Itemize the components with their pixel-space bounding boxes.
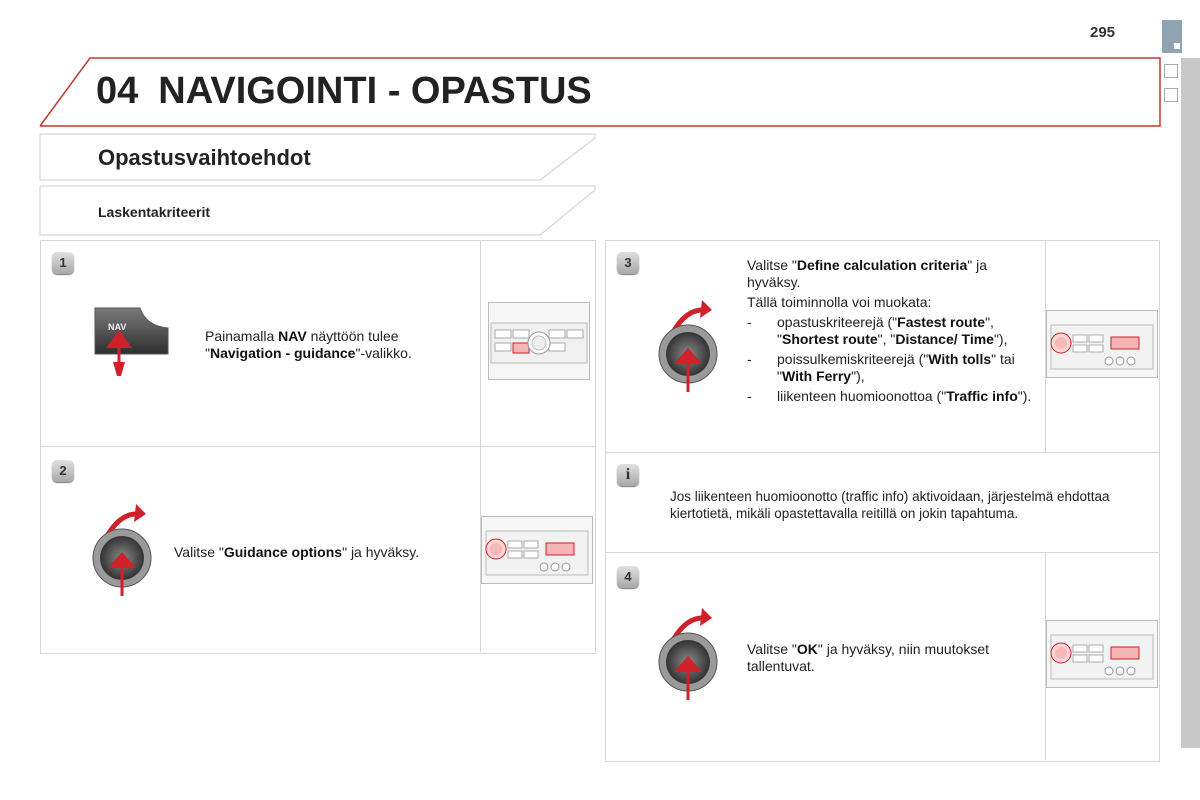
text-bold: OK: [796, 641, 818, 657]
text-bold: Guidance options: [223, 544, 343, 560]
list-item: - poissulkemiskriteerejä ("With tolls" tai "With Ferry"),: [747, 351, 1015, 384]
step-4-text: [747, 641, 1037, 675]
text: Valitse ": [747, 257, 797, 273]
info-icon: i: [617, 464, 639, 486]
text: Tällä toiminnolla voi muokata:: [747, 294, 932, 310]
text: " ja hyväksy.: [747, 257, 988, 290]
text: Valitse ": [174, 544, 224, 560]
step-badge: 3: [617, 252, 639, 274]
step-badge: 2: [52, 460, 74, 482]
text-bold: Define calculation criteria: [796, 257, 968, 273]
page-title: [96, 70, 592, 113]
radio-unit-illustration: [488, 302, 590, 380]
list-item: - opastuskriteerejä ("Fastest route", "Shortest route", "Distance/ Time"),: [747, 314, 1008, 347]
radio-unit-illustration: [481, 516, 593, 584]
rotary-knob-icon: [652, 296, 732, 396]
step-badge: 1: [52, 252, 74, 274]
divider: [480, 240, 481, 446]
text-bold: NAV: [278, 328, 307, 344]
section-subtitle: Laskentakriteerit: [98, 204, 211, 220]
rotary-knob-icon: [652, 604, 732, 704]
text: Painamalla: [205, 328, 279, 344]
criteria-list: [747, 314, 1032, 405]
chapter-title: NAVIGOINTI - OPASTUS: [158, 70, 592, 112]
rotary-knob-icon: [86, 500, 166, 600]
nav-key-illustration: [80, 292, 180, 382]
text: "-valikko.: [355, 345, 412, 361]
info-text: Jos liikenteen huomioonotto (traffic info) aktivoidaan, järjestelmä ehdottaa kiertotietä, mikäli opastettavalla reitillä on jokin tapahtuma.: [670, 489, 1110, 521]
chapter-number: 04: [96, 70, 139, 112]
text: näyttöön tulee ": [205, 328, 399, 361]
text: " ja hyväksy, niin muutokset tallentuvat.: [747, 641, 990, 674]
step-badge: 4: [617, 566, 639, 588]
text: " ja hyväksy.: [342, 544, 420, 560]
radio-unit-illustration: [1046, 310, 1158, 378]
step-3-text: [747, 257, 1032, 405]
text: Valitse ": [747, 641, 797, 657]
list-item: - liikenteen huomioonottoa ("Traffic info").: [747, 388, 1032, 404]
page-number: 295: [1090, 24, 1116, 41]
section-title: Opastusvaihtoehdot: [98, 145, 311, 170]
text-bold: Navigation - guidance: [209, 345, 356, 361]
step-1-text: [205, 328, 470, 362]
radio-unit-illustration: [1046, 620, 1158, 688]
step-2-text: [174, 544, 474, 561]
nav-key-label: NAV: [108, 322, 127, 332]
title-frames: [0, 0, 1200, 260]
